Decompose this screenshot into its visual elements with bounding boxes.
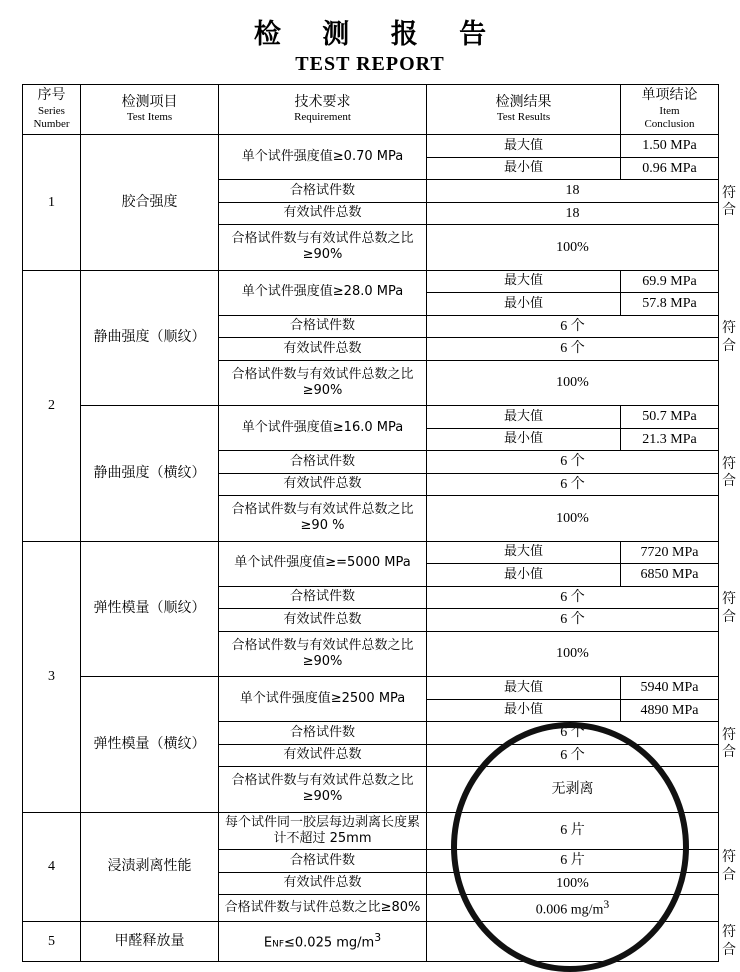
requirement-ratio: 合格试件数与有效试件总数之比≥90% (219, 767, 427, 813)
requirement-qualified-count: 合格试件数 (219, 722, 427, 745)
requirement-qualified-count: 合格试件数 (219, 315, 427, 338)
result-label-min: 最小值 (427, 699, 621, 722)
requirement-single (219, 922, 427, 962)
table-row: 3 弹性模量（顺纹） 单个试件强度值≥=5000 MPa 最大值 7720 MPa 符合 (23, 541, 719, 564)
series-number: 1 (23, 135, 81, 271)
result-label-max: 最大值 (427, 406, 621, 429)
result-label-max: 最大值 (427, 135, 621, 158)
requirement-qualified-count: 合格试件数 (219, 451, 427, 474)
test-report-table (22, 84, 736, 962)
page-title-en: TEST REPORT (295, 53, 445, 75)
result-qualified-count: 6 个 (427, 451, 719, 474)
requirement-ratio: 合格试件数与有效试件总数之比≥90% (219, 360, 427, 406)
header-item-conclusion: 单项结论 Item Conclusion (621, 85, 719, 135)
table-header-row (23, 85, 719, 135)
result-value-max: 50.7 MPa (621, 406, 719, 429)
requirement-limit: ≤0.025 mg/m (284, 935, 375, 951)
header-test-items: 检测项目 Test Items (81, 85, 219, 135)
table-row: 1 胶合强度 单个试件强度值≥0.70 MPa 最大值 1.50 MPa 符合 (23, 135, 719, 158)
requirement-single: 单个试件强度值≥0.70 MPa (219, 135, 427, 180)
result-value-min: 6850 MPa (621, 564, 719, 587)
result-ratio: 100% (427, 872, 719, 895)
requirement-ratio: 合格试件数与有效试件总数之比≥90 % (219, 496, 427, 542)
series-number: 4 (23, 812, 81, 922)
result-qualified-count: 6 个 (427, 586, 719, 609)
requirement-valid-count: 有效试件总数 (219, 338, 427, 361)
table-row: 弹性模量（横纹） 单个试件强度值≥2500 MPa 最大值 5940 MPa 符合 (23, 677, 719, 700)
result-label-min: 最小值 (427, 564, 621, 587)
result-label-max: 最大值 (427, 541, 621, 564)
requirement-qualified-count: 合格试件数 (219, 850, 427, 873)
result-value-min: 4890 MPa (621, 699, 719, 722)
result-empty (427, 922, 719, 962)
requirement-single: 单个试件强度值≥16.0 MPa (219, 406, 427, 451)
header-requirement: 技术要求 Requirement (219, 85, 427, 135)
test-item-name: 静曲强度（横纹） (81, 406, 219, 542)
series-number: 3 (23, 541, 81, 812)
requirement-valid-count: 有效试件总数 (219, 202, 427, 225)
test-item-name: 静曲强度（顺纹） (81, 270, 219, 406)
header-test-results: 检测结果 Test Results (427, 85, 621, 135)
result-value-max: 5940 MPa (621, 677, 719, 700)
requirement-ratio: 合格试件数与有效试件总数之比≥90% (219, 225, 427, 271)
test-item-name: 胶合强度 (81, 135, 219, 271)
requirement-valid-count: 有效试件总数 (219, 872, 427, 895)
requirement-single: 单个试件强度值≥28.0 MPa (219, 270, 427, 315)
requirement-limit-sup: 3 (374, 931, 382, 945)
formaldehyde-value-text: 0.006 mg/m (535, 902, 604, 918)
series-number: 5 (23, 922, 81, 962)
result-ratio: 100% (427, 631, 719, 677)
result-valid-count: 6 个 (427, 744, 719, 767)
requirement-single: 每个试件同一胶层每边剥离长度累计不超过 25mm (219, 812, 427, 850)
result-valid-count: 6 片 (427, 850, 719, 873)
table-row: 4 浸渍剥离性能 每个试件同一胶层每边剥离长度累计不超过 25mm 6 片 符合 (23, 812, 719, 850)
requirement-ratio: 合格试件数与试件总数之比≥80% (219, 895, 427, 922)
result-ratio: 100% (427, 496, 719, 542)
page-title-cn: 检 测 报 告 (253, 19, 503, 50)
result-valid-count: 6 个 (427, 473, 719, 496)
table-row: 静曲强度（横纹） 单个试件强度值≥16.0 MPa 最大值 50.7 MPa 符合 (23, 406, 719, 429)
requirement-symbol-sub: NF (272, 939, 285, 950)
requirement-single: 单个试件强度值≥=5000 MPa (219, 541, 427, 586)
requirement-single: 单个试件强度值≥2500 MPa (219, 677, 427, 722)
result-formaldehyde-value (427, 895, 719, 922)
result-value-min: 21.3 MPa (621, 428, 719, 451)
requirement-valid-count: 有效试件总数 (219, 744, 427, 767)
result-label-min: 最小值 (427, 428, 621, 451)
result-label-min: 最小值 (427, 157, 621, 180)
result-qualified-count: 6 个 (427, 722, 719, 745)
result-label-min: 最小值 (427, 293, 621, 316)
result-qualified-count: 6 个 (427, 315, 719, 338)
result-value-max: 1.50 MPa (621, 135, 719, 158)
table-row: 2 静曲强度（顺纹） 单个试件强度值≥28.0 MPa 最大值 69.9 MPa 符合 (23, 270, 719, 293)
test-item-name: 弹性模量（横纹） (81, 677, 219, 813)
result-value-min: 57.8 MPa (621, 293, 719, 316)
result-valid-count: 18 (427, 202, 719, 225)
requirement-qualified-count: 合格试件数 (219, 586, 427, 609)
table-row: 5 甲醛释放量 ENF≤0.025 $mg/m^3$ 符合 (23, 922, 719, 962)
requirement-ratio: 合格试件数与有效试件总数之比≥90% (219, 631, 427, 677)
test-item-name: 甲醛释放量 (81, 922, 219, 962)
result-label-max: 最大值 (427, 677, 621, 700)
test-item-name: 弹性模量（顺纹） (81, 541, 219, 677)
requirement-valid-count: 有效试件总数 (219, 473, 427, 496)
result-ratio: 100% (427, 360, 719, 406)
result-valid-count: 6 个 (427, 338, 719, 361)
result-qualified-count: 6 片 (427, 812, 719, 850)
header-series-number: 序号 Series Number (23, 85, 81, 135)
requirement-valid-count: 有效试件总数 (219, 609, 427, 632)
result-ratio: 100% (427, 225, 719, 271)
result-label-max: 最大值 (427, 270, 621, 293)
requirement-symbol: E (263, 935, 273, 951)
result-value-max: 69.9 MPa (621, 270, 719, 293)
result-qualified-count: 18 (427, 180, 719, 203)
result-value-min: 0.96 MPa (621, 157, 719, 180)
formaldehyde-value-sup: 3 (603, 897, 610, 911)
result-valid-count: 6 个 (427, 609, 719, 632)
requirement-qualified-count: 合格试件数 (219, 180, 427, 203)
result-value-max: 7720 MPa (621, 541, 719, 564)
result-no-delamination: 无剥离 (427, 767, 719, 813)
series-number: 2 (23, 270, 81, 541)
test-item-name: 浸渍剥离性能 (81, 812, 219, 922)
